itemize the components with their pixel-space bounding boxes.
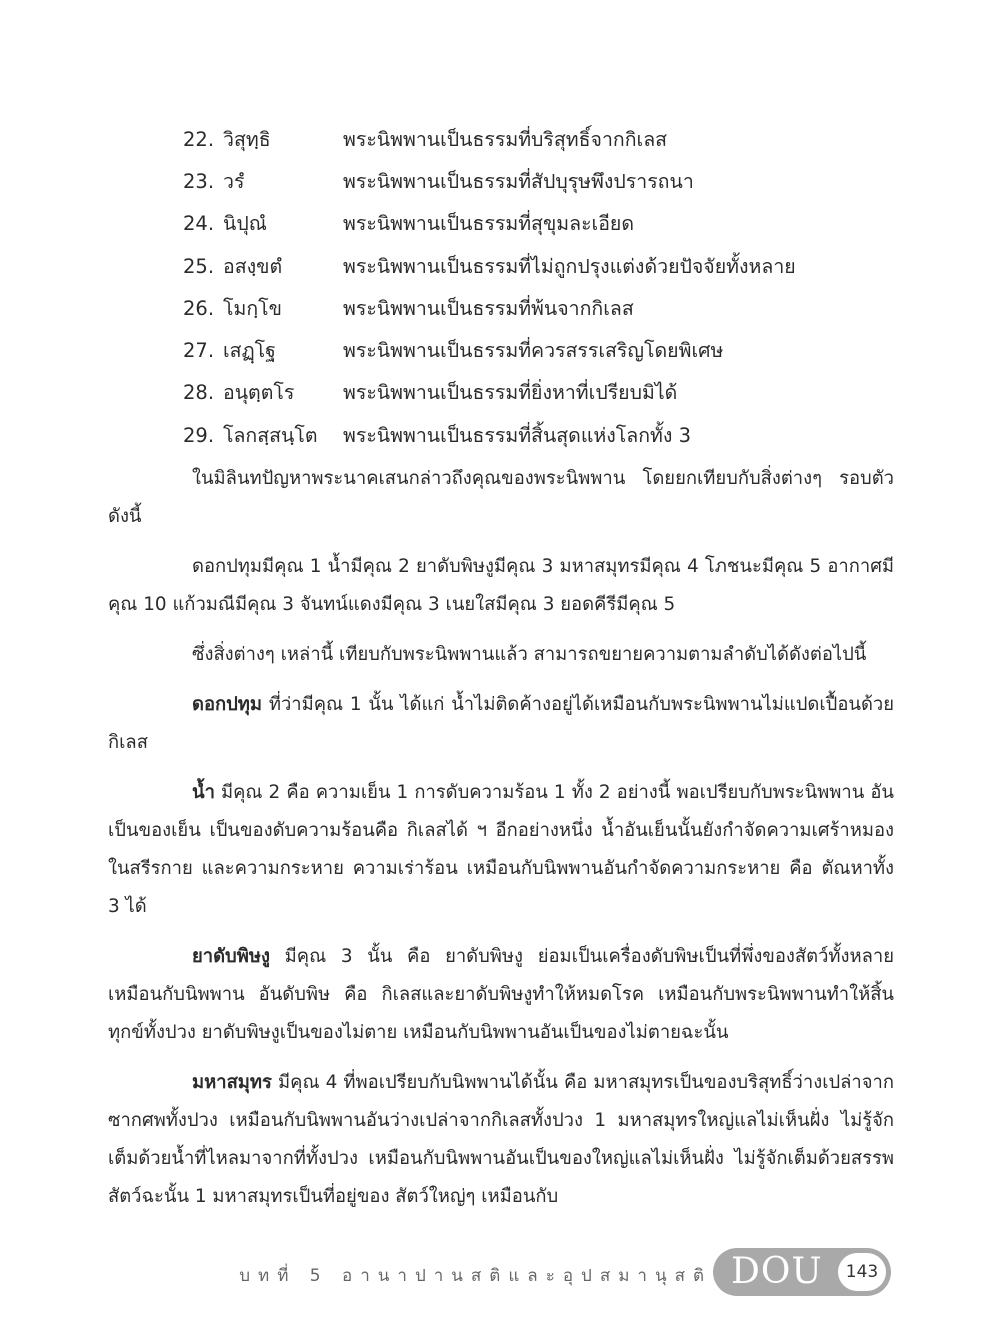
list-item xyxy=(183,372,943,414)
item-description: พระนิพพานเป็นธรรมที่ยิ่งหาที่เปรียบมิได้ xyxy=(343,381,678,405)
list-item xyxy=(183,329,943,371)
paragraph-qualities-list xyxy=(108,548,894,624)
item-number: 29. xyxy=(183,423,215,447)
list-item xyxy=(183,118,943,160)
item-term: โลกสฺสนฺโต xyxy=(223,423,318,447)
paragraph-text: ซึ่งสิ่งต่างๆ เหล่านี้ เทียบกับพระนิพพานแล้ว สามารถขยายความตามลำดับได้ดังต่อไปนี้ xyxy=(192,644,867,665)
list-item xyxy=(183,414,943,456)
item-term: วรํ xyxy=(223,169,245,193)
item-term: อนุตฺตโร xyxy=(223,381,295,405)
dou-badge xyxy=(713,1248,891,1296)
page-number: 143 xyxy=(838,1253,886,1291)
body-text xyxy=(108,460,894,1228)
paragraph-heading: มหาสมุทร xyxy=(192,1072,272,1093)
item-description: พระนิพพานเป็นธรรมที่ควรสรรเสริญโดยพิเศษ xyxy=(343,339,724,363)
dou-logo: DOU xyxy=(731,1251,823,1292)
item-description: พระนิพพานเป็นธรรมที่บริสุทธิ์จากกิเลส xyxy=(343,127,668,151)
paragraph-comparison-intro xyxy=(108,636,894,674)
pali-term-list xyxy=(183,118,943,456)
item-description: พระนิพพานเป็นธรรมที่สิ้นสุดแห่งโลกทั้ง 3 xyxy=(343,423,692,447)
item-description: พระนิพพานเป็นธรรมที่สุขุมละเอียด xyxy=(343,212,635,236)
item-number: 27. xyxy=(183,339,215,363)
list-item xyxy=(183,160,943,202)
item-description: พระนิพพานเป็นธรรมที่พ้นจากกิเลส xyxy=(343,296,634,320)
paragraph-text: ที่ว่ามีคุณ 1 นั้น ได้แก่ น้ำไม่ติดค้างอยู่ได้เหมือนกับพระนิพพานไม่แปดเปื้อนด้วยกิเลส xyxy=(108,694,894,753)
item-term: เสฏฺโฐ xyxy=(223,339,276,363)
list-item xyxy=(183,203,943,245)
paragraph-antidote xyxy=(108,938,894,1052)
paragraph-heading: น้ำ xyxy=(192,782,215,803)
paragraph-heading: ยาดับพิษงู xyxy=(192,946,270,967)
item-number: 25. xyxy=(183,254,215,278)
paragraph-water xyxy=(108,774,894,926)
list-item xyxy=(183,287,943,329)
item-description: พระนิพพานเป็นธรรมที่สัปบุรุษพึงปรารถนา xyxy=(343,169,694,193)
item-number: 28. xyxy=(183,381,215,405)
paragraph-heading: ดอกปทุม xyxy=(192,694,263,715)
item-description: พระนิพพานเป็นธรรมที่ไม่ถูกปรุงแต่งด้วยปัจจัยทั้งหลาย xyxy=(343,254,796,278)
page-footer xyxy=(0,1240,1000,1300)
paragraph-text: ดอกปทุมมีคุณ 1 น้ำมีคุณ 2 ยาดับพิษงูมีคุณ 3 มหาสมุทรมีคุณ 4 โภชนะมีคุณ 5 อากาศมีคุณ 10 แก้วมณีมีคุณ 3 จันทน์แดงมีคุณ 3 เนยใสมีคุณ 3 ยอดคีรีมีคุณ 5 xyxy=(108,556,894,615)
paragraph-ocean xyxy=(108,1064,894,1216)
paragraph-text: มีคุณ 2 คือ ความเย็น 1 การดับความร้อน 1 ทั้ง 2 อย่างนี้ พอเปรียบกับพระนิพพาน อันเป็นของเย็น เป็นของดับความร้อนคือ กิเลสได้ ฯ อีกอย่างหนึ่ง น้ำอันเย็นนั้นยังกำจัดความเศร้าหมองในสรีรกาย และความกระหาย ความเร่าร้อน เหมือนกับนิพพานอันกำจัดความกระหาย คือ ตัณหาทั้ง 3 ได้ xyxy=(108,782,894,917)
item-term: อสงฺขตํ xyxy=(223,254,283,278)
item-number: 23. xyxy=(183,169,215,193)
item-term: วิสุทฺธิ xyxy=(223,127,271,151)
item-number: 22. xyxy=(183,127,215,151)
item-term: โมกฺโข xyxy=(223,296,282,320)
list-item xyxy=(183,245,943,287)
paragraph-lotus xyxy=(108,686,894,762)
paragraph-text: ในมิลินทปัญหาพระนาคเสนกล่าวถึงคุณของพระนิพพาน โดยยกเทียบกับสิ่งต่างๆ รอบตัว ดังนี้ xyxy=(108,468,894,527)
paragraph-text: มีคุณ 4 ที่พอเปรียบกับนิพพานได้นั้น คือ มหาสมุทรเป็นของบริสุทธิ์ว่างเปล่าจากซากศพทั้งปวง เหมือนกับนิพพานอันว่างเปล่าจากกิเลสทั้งปวง 1 มหาสมุทรใหญ่แลไม่เห็นฝั่ง ไม่รู้จักเต็มด้วยน้ำที่ไหลมาจากที่ทั้งปวง เหมือนกับนิพพานอันเป็นของใหญ่แลไม่เห็นฝั่ง ไม่รู้จักเต็มด้วยสรรพสัตว์ฉะนั้น 1 มหาสมุทรเป็นที่อยู่ของ สัตว์ใหญ่ๆ เหมือนกับ xyxy=(108,1072,894,1207)
item-term: นิปุณํ xyxy=(223,212,267,236)
paragraph-milinda-intro xyxy=(108,460,894,536)
chapter-title: บทที่ 5 อานาปานสติและอุปสมานุสติ xyxy=(239,1266,712,1286)
paragraph-text: มีคุณ 3 นั้น คือ ยาดับพิษงู ย่อมเป็นเครื่องดับพิษเป็นที่พึ่งของสัตว์ทั้งหลายเหมือนกับนิพพาน อันดับพิษ คือ กิเลสและยาดับพิษงูทำให้หมดโรค เหมือนกับพระนิพพานทำให้สิ้นทุกข์ทั้งปวง ยาดับพิษงูเป็นของไม่ตาย เหมือนกับนิพพานอันเป็นของไม่ตายฉะนั้น xyxy=(108,946,894,1043)
item-number: 24. xyxy=(183,212,215,236)
item-number: 26. xyxy=(183,296,215,320)
